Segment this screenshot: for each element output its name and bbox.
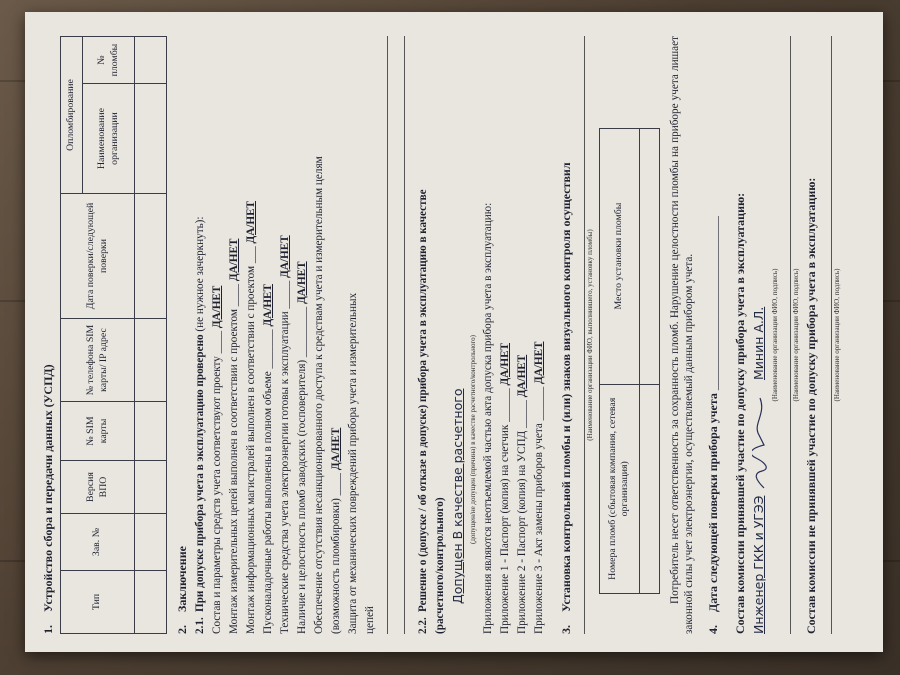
- col-sim: № SIM карты: [61, 402, 135, 461]
- col-seal-no: № пломбы: [83, 37, 135, 84]
- section-1-heading: [41, 36, 56, 634]
- check-item: Состав и параметры средств учета соответствуют проекту ____ ДА/НЕТ: [211, 285, 223, 634]
- access-item-cont: (возможность пломбировки) ____ ДА/НЕТ: [330, 427, 342, 634]
- commission-member: [751, 36, 768, 634]
- member-name: Минин А.Л.: [750, 306, 766, 381]
- table-row: [135, 37, 167, 634]
- commission-participated-heading: Состав комиссии принявшей участие по допуску прибора учета в эксплуатацию:: [732, 192, 747, 634]
- section-2-heading: 2.Заключение: [175, 546, 189, 634]
- appendix-item: Приложение 3 - Акт замены приборов учета ______ ДА/НЕТ: [532, 341, 545, 634]
- commission-not-participated-heading: Состав комиссии не принявшей участие по допуску прибора учета в эксплуатацию:: [804, 177, 819, 634]
- check-item: Технические средства учета электроэнергии готовы к эксплуатации _____ ДА/НЕТ: [279, 235, 291, 634]
- col-seal-numbers: Номера пломб (сбытовая компания, сетевая организация): [599, 384, 639, 593]
- blank-line: [790, 36, 791, 634]
- protect-item-cont: цепей: [364, 606, 376, 634]
- section-3-heading: 3.Установка контрольной пломбы и (или) знаков визуального контроля осуществил: [558, 162, 573, 634]
- appendix-item: Приложение 2 - Паспорт (копия) на УСПД _____ ДА/НЕТ: [515, 354, 528, 634]
- responsibility-text: Потребитель несет ответственность за сохранность пломб. Нарушение целостности пломбы на приборе учета лишает законной силы учет электроэнергии, осуществляемый данным прибором учета.: [668, 36, 695, 634]
- sign-caption: (Наименование организации ФИО, подпись): [770, 268, 779, 402]
- col-date: Дата поверки/следующей поверки: [61, 194, 135, 319]
- section-number: 1.: [41, 625, 55, 634]
- appendix-item: Приложение 1 - Паспорт (копия) на счетчик ______ ДА/НЕТ: [498, 343, 511, 634]
- section-2-1-heading: 2.1.При допуске прибора учета в эксплуатацию проверено (не нужное зачеркнуть):: [194, 216, 206, 634]
- col-phone: № телефона SIM карты/ IP адрес: [61, 319, 135, 402]
- access-item: Обеспечение отсутствия несанкционированного доступа к средствам учета и измерительным целям: [313, 156, 325, 634]
- decision-value: Допущен В качестве расчетного: [450, 388, 465, 604]
- col-seal-place: Место установки пломбы: [599, 128, 639, 384]
- section-2-2-heading: 2.2.Решение о (допуске / об отказе в допуске) прибора учета в эксплуатацию в качестве: [417, 189, 429, 634]
- col-serial: Зав. №: [61, 514, 135, 571]
- uspd-table: [60, 36, 167, 634]
- document-content: [25, 12, 883, 652]
- member-position: Инженер ГКК и УГЭЭ: [750, 495, 766, 634]
- blank-line: [831, 36, 832, 634]
- blank-line: [387, 36, 388, 634]
- section-4-heading: 4.Дата следующей поверки прибора учета _____________________________: [705, 216, 720, 634]
- col-type: Тип: [61, 571, 135, 634]
- protect-item: Защита от механических повреждений прибора учета и измерительных: [347, 292, 359, 634]
- document-page: [25, 12, 883, 652]
- table-row: [639, 128, 659, 593]
- col-org: Наименование организации: [83, 84, 135, 194]
- section-title: Устройство сбора и передачи данных (УСПД): [41, 364, 55, 612]
- seal-table: [599, 128, 660, 594]
- sign-caption: (Наименование организации ФИО, подпись): [833, 268, 842, 402]
- appendix-intro: Приложения являются неотъемлемой частью акта допуска прибора учета в эксплуатацию:: [481, 202, 494, 634]
- signature: [752, 383, 768, 493]
- blank-line: [584, 36, 585, 634]
- org-caption: (Наименование организации ФИО, выполнившего, установку пломбы): [585, 229, 594, 441]
- sign-caption: (Наименование организации ФИО, подпись): [791, 268, 800, 402]
- section-2-2-heading-cont: (расчетного/контрольного): [434, 497, 446, 634]
- check-item: Монтаж информационных магистралей выполнен в соответствии с проектом ___ ДА/НЕТ: [245, 200, 257, 634]
- decision-caption: (допущен/не допущен (причина) в качестве расчетного/контрольного): [469, 335, 477, 544]
- check-item: Наличие и целостность пломб заводских (госповерителя) _________ ДА/НЕТ: [296, 261, 308, 634]
- check-item: Монтаж измерительных цепей выполнен в соответствии с проектом ____ ДА/НЕТ: [228, 238, 240, 634]
- col-version: Версия ВПО: [61, 461, 135, 514]
- col-sealing: Опломбирование: [61, 37, 83, 194]
- check-item: Пусконаладочные работы выполнены в полном объеме _______ ДА/НЕТ: [262, 284, 274, 634]
